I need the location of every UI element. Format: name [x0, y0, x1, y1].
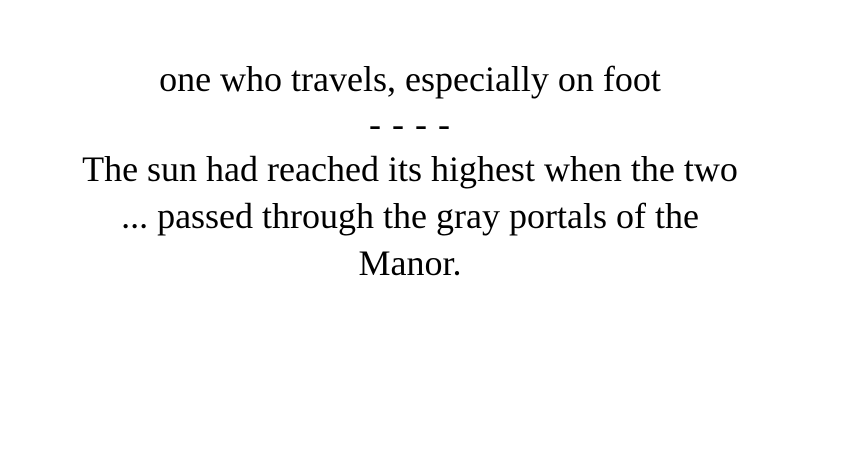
- example-line-1: The sun had reached its highest when the two: [82, 149, 738, 189]
- example-line-2: ... passed through the gray portals of the: [121, 196, 699, 236]
- example-sentence: [50, 146, 770, 287]
- separator-line: - - - -: [369, 104, 451, 144]
- definition-text: one who travels, especially on foot: [159, 59, 661, 99]
- example-line-3: Manor.: [358, 243, 462, 283]
